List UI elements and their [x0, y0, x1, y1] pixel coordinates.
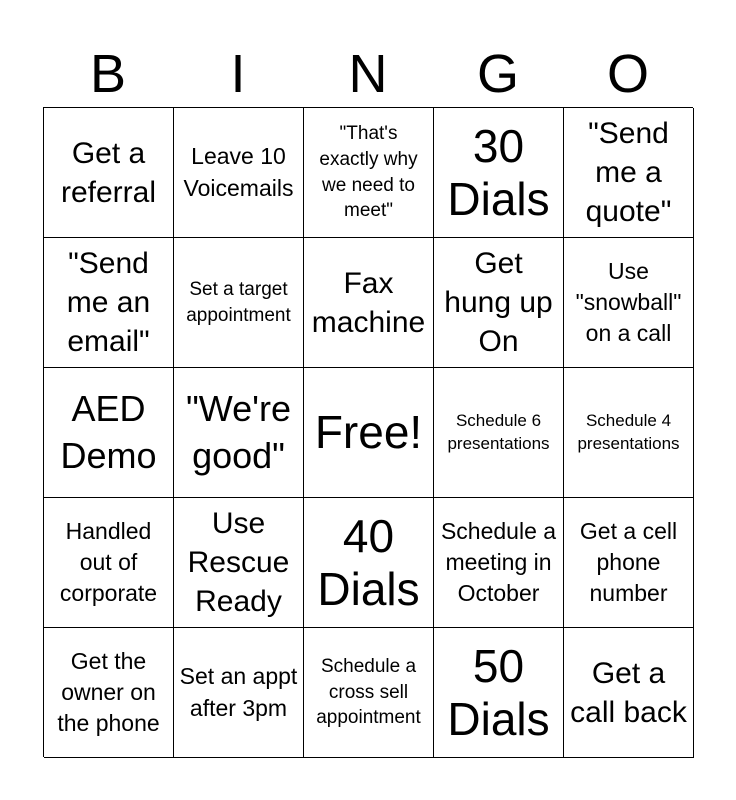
cell-text: Get the owner on the phone	[57, 647, 160, 737]
bingo-cell[interactable]	[44, 238, 174, 368]
bingo-cell[interactable]	[44, 628, 174, 758]
cell-text: Set an appt after 3pm	[179, 663, 298, 721]
cell-text: "We're good"	[185, 387, 291, 476]
cell-text: Get a referral	[60, 136, 157, 209]
bingo-cell[interactable]	[434, 238, 564, 368]
header-letter-o: O	[606, 44, 649, 104]
cell-text: 50 Dials	[447, 639, 550, 745]
bingo-cell[interactable]	[44, 368, 174, 498]
bingo-card-grid	[43, 107, 693, 757]
header-letter-b: B	[89, 44, 127, 104]
bingo-cell[interactable]	[174, 108, 304, 238]
bingo-cell-free-space[interactable]	[304, 368, 434, 498]
header-letter-n: N	[348, 44, 388, 104]
cell-text: 30 Dials	[447, 119, 550, 225]
bingo-cell[interactable]	[564, 238, 694, 368]
cell-text: Schedule 6 presentations	[447, 410, 550, 453]
cell-text: 40 Dials	[317, 509, 420, 615]
bingo-cell[interactable]	[44, 498, 174, 628]
header-letter-i: I	[230, 44, 246, 104]
bingo-cell[interactable]	[174, 628, 304, 758]
cell-text: Leave 10 Voicemails	[183, 143, 294, 201]
cell-text: Set a target appointment	[186, 278, 291, 326]
bingo-cell[interactable]	[174, 238, 304, 368]
cell-text: Schedule a meeting in October	[440, 517, 557, 607]
cell-text: Free!	[314, 406, 423, 459]
bingo-cell[interactable]	[44, 108, 174, 238]
bingo-cell[interactable]	[564, 368, 694, 498]
bingo-cell[interactable]	[174, 498, 304, 628]
bingo-cell[interactable]	[434, 368, 564, 498]
cell-text: Fax machine	[311, 266, 426, 339]
bingo-cell[interactable]	[564, 628, 694, 758]
header-letter-g: G	[476, 44, 519, 104]
cell-text: Get a call back	[570, 656, 687, 729]
cell-text: Use "snowball" on a call	[575, 257, 682, 347]
bingo-cell[interactable]	[434, 108, 564, 238]
cell-text: Schedule 4 presentations	[577, 410, 680, 453]
cell-text: "That's exactly why we need to meet"	[319, 123, 418, 222]
bingo-cell[interactable]	[304, 498, 434, 628]
bingo-cell[interactable]	[304, 628, 434, 758]
cell-text: AED Demo	[60, 387, 157, 476]
bingo-cell[interactable]	[304, 108, 434, 238]
bingo-cell[interactable]	[564, 108, 694, 238]
cell-text: "Send me an email"	[66, 247, 151, 358]
cell-text: Get a cell phone number	[579, 517, 678, 607]
bingo-cell[interactable]	[304, 238, 434, 368]
cell-text: "Send me a quote"	[585, 117, 672, 228]
bingo-cell[interactable]	[434, 628, 564, 758]
bingo-header	[43, 40, 693, 108]
bingo-cell[interactable]	[174, 368, 304, 498]
cell-text: Use Rescue Ready	[187, 507, 290, 618]
bingo-cell[interactable]	[434, 498, 564, 628]
cell-text: Get hung up On	[444, 247, 553, 358]
cell-text: Schedule a cross sell appointment	[316, 656, 421, 729]
bingo-cell[interactable]	[564, 498, 694, 628]
cell-text: Handled out of corporate	[59, 517, 158, 607]
